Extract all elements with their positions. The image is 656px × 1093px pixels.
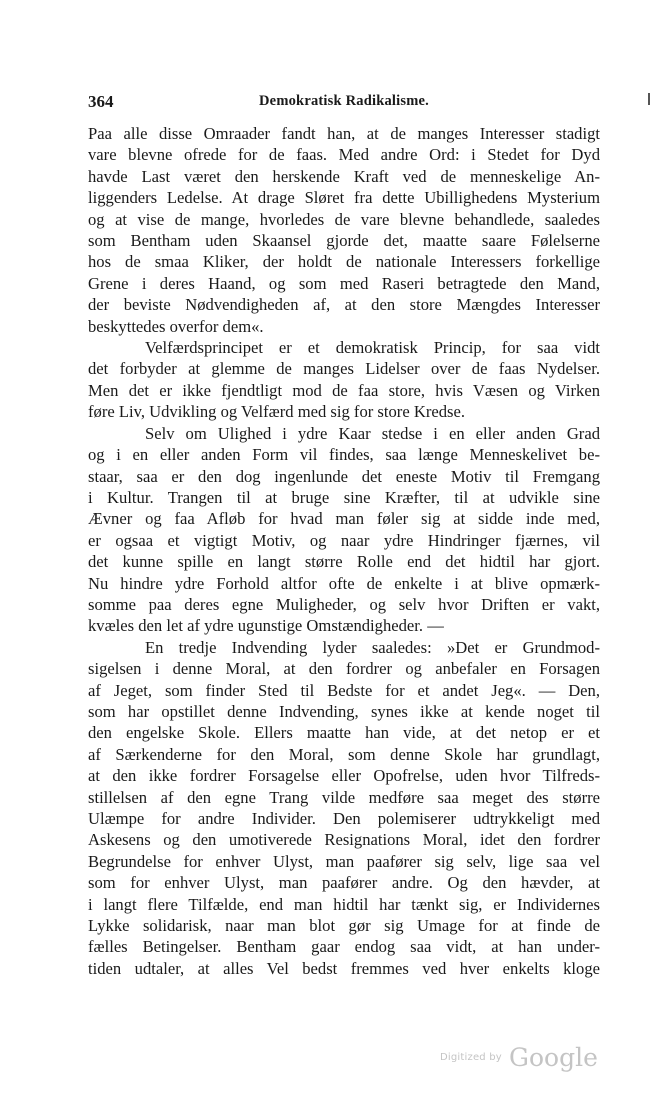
- text-line: og i en eller anden Form vil findes, saa længe Menneskelivet be-: [88, 445, 600, 465]
- text-line: Begrundelse for enhver Ulyst, man paafører sig selv, lige saa vel: [88, 851, 600, 871]
- text-line: og at vise de mange, hvorledes de vare blevne behandlede, saaledes: [88, 209, 600, 229]
- text-line: kvæles den let af ydre ugunstige Omstændigheder. —: [88, 616, 444, 636]
- text-line: hos de smaa Kliker, der holdt de nationale Interessers forkellige: [88, 252, 600, 272]
- text-line: Nu hindre ydre Forhold altfor ofte de enkelte i at blive opmærk-: [88, 573, 600, 593]
- text-line: Velfærdsprincipet er et demokratisk Princip, for saa vidt: [145, 338, 600, 358]
- text-line: af Særkenderne for den Moral, som denne Skole har grundlagt,: [88, 744, 600, 764]
- text-line: liggenders Ledelse. At drage Sløret fra dette Ubillighedens Mysterium: [88, 188, 600, 208]
- text-line: det forbyder at glemme de manges Lidelser over de faas Nydelser.: [88, 359, 600, 379]
- page-header: [88, 92, 600, 112]
- text-line: havde Last været den herskende Kraft ved de menneskelige An-: [88, 166, 600, 186]
- text-line: den engelske Skole. Ellers maatte han vide, at det netop er et: [88, 723, 600, 743]
- text-line: Selv om Ulighed i ydre Kaar stedse i en eller anden Grad: [145, 423, 600, 443]
- text-line: som for enhver Ulyst, man paafører andre. Og den hævder, at: [88, 873, 600, 893]
- text-line: er ogsaa et vigtigt Motiv, og naar ydre Hindringer fjærnes, vil: [88, 530, 600, 550]
- watermark-prefix: Digitized by: [440, 1052, 502, 1063]
- text-line: somme paa deres egne Muligheder, og selv hvor Driften er vakt,: [88, 594, 600, 614]
- google-logo: Google: [509, 1043, 598, 1072]
- text-line: af Jeget, som finder Sted til Bedste for et andet Jeg«. — Den,: [88, 680, 600, 700]
- text-line: En tredje Indvending lyder saaledes: »Det er Grundmod-: [145, 637, 600, 657]
- text-line: fælles Betingelser. Bentham gaar endog saa vidt, at han under-: [88, 937, 600, 957]
- text-line: det kunne spille en langt større Rolle end det hidtil har gjort.: [88, 552, 600, 572]
- text-line: beskyttedes overfor dem«.: [88, 316, 264, 336]
- text-line: at den ikke fordrer Forsagelse eller Opofrelse, uden hvor Tilfreds-: [88, 766, 600, 786]
- text-line: Paa alle disse Omraader fandt han, at de manges Interesser stadigt: [88, 124, 600, 143]
- margin-mark: [648, 93, 650, 105]
- page-number: 364: [88, 92, 114, 111]
- text-line: der beviste Nødvendigheden af, at den store Mængdes Interesser: [88, 295, 600, 315]
- body-text: [88, 123, 600, 979]
- text-line: Lykke solidarisk, naar man blot gør sig Umage for at finde de: [88, 916, 600, 936]
- text-line: Grene i deres Haand, og som med Raseri betragtede den Mand,: [88, 273, 600, 293]
- text-line: i Kultur. Trangen til at bruge sine Kræfter, til at udvikle sine: [88, 487, 600, 507]
- text-line: som har opstillet denne Indvending, synes ikke at kende noget til: [88, 701, 600, 721]
- text-line: Ulæmpe for andre Individer. Den polemiserer udtrykkeligt med: [88, 809, 600, 828]
- text-line: føre Liv, Udvikling og Velfærd med sig for store Kredse.: [88, 402, 465, 422]
- text-line: i langt flere Tilfælde, end man hidtil har tænkt sig, er Individernes: [88, 894, 600, 914]
- text-line: sigelsen i denne Moral, at den fordrer og anbefaler en Forsagen: [88, 659, 600, 679]
- text-line: staar, saa er den dog ingenlunde det eneste Motiv til Fremgang: [88, 466, 600, 486]
- text-line: vare blevne ofrede for de faas. Med andre Ord: i Stedet for Dyd: [88, 145, 600, 165]
- text-line: Men det er ikke fjendtligt mod de faa store, hvis Væsen og Virken: [88, 380, 600, 400]
- google-watermark: [440, 1043, 598, 1077]
- text-line: tiden udtaler, at alles Vel bedst fremmes ved hver enkelts kloge: [88, 958, 600, 978]
- text-line: Ævner og faa Afløb for hvad man føler sig at sidde inde med,: [88, 509, 600, 529]
- text-line: som Bentham uden Skaansel gjorde det, maatte saare Følelserne: [88, 231, 600, 251]
- text-line: Askesens og den umotiverede Resignations Moral, idet den fordrer: [88, 830, 600, 850]
- running-title: Demokratisk Radikalisme.: [259, 93, 429, 109]
- text-line: stillelsen af den egne Trang vilde medføre saa meget des større: [88, 787, 600, 807]
